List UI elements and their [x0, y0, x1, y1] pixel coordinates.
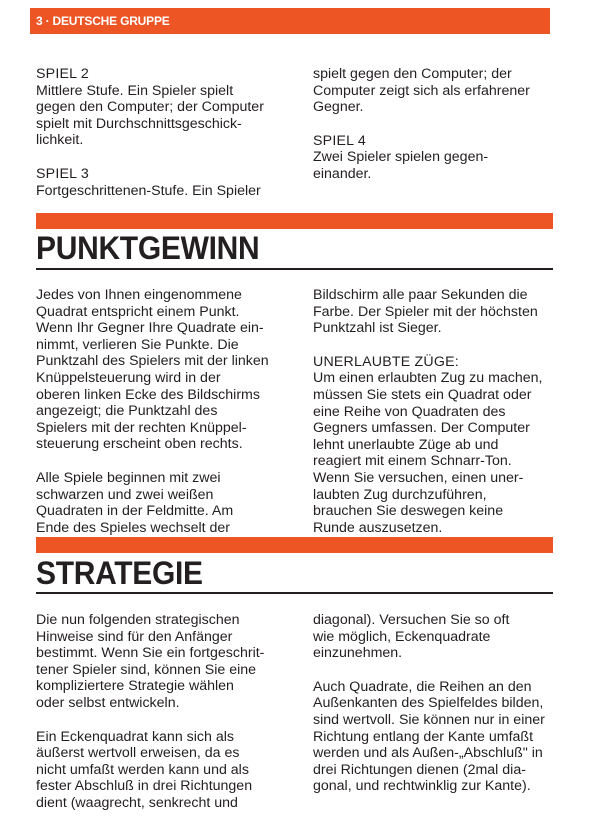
strategie-stripe — [36, 537, 553, 553]
spiel3-text-continued — [313, 66, 558, 116]
levels-right-column — [313, 66, 558, 183]
text-line: brauchen Sie deswegen keine — [313, 503, 504, 520]
text-line: sind wertvoll. Sie können nur in einer — [313, 711, 545, 728]
unerlaubte-zuege-text — [313, 370, 558, 536]
text-line: fester Abschluß in drei Richtungen — [36, 778, 253, 795]
text-line: Wenn Sie versuchen, einen uner- — [313, 469, 524, 486]
punktgewinn-right-paragraph-1 — [313, 287, 558, 337]
punktgewinn-right-column — [313, 287, 558, 536]
text-line: Gegners umfassen. Der Computer — [313, 420, 530, 437]
strategie-right-paragraph-1 — [313, 612, 558, 662]
text-line: gonal, und rechtwinklig zur Kante). — [313, 778, 531, 795]
text-line: Punktzahl des Spielers mit der linken — [36, 353, 269, 370]
text-line: Gegner. — [313, 99, 364, 116]
levels-left-column — [36, 66, 281, 199]
spiel2-text — [36, 83, 281, 149]
punktgewinn-title: PUNKTGEWINN — [36, 231, 260, 267]
text-line: lehnt unerlaubte Züge ab und — [313, 436, 499, 453]
strategie-rule — [36, 592, 553, 594]
punktgewinn-left-paragraph-1 — [36, 287, 281, 453]
text-line: oberen linken Ecke des Bildschirms — [36, 386, 260, 403]
spiel2-heading: SPIEL 2 — [36, 66, 89, 82]
text-line: Spielers mit der rechten Knüppel- — [36, 419, 247, 436]
text-line: Richtung entlang der Kante umfaßt — [313, 728, 534, 745]
text-line: eine Reihe von Quadraten des — [313, 403, 506, 420]
text-line: reagiert mit einem Schnarr-Ton. — [313, 453, 512, 470]
text-line: Quadrat entspricht einem Punkt. — [36, 303, 240, 320]
text-line: Außenkanten des Spielfeldes bilden, — [313, 695, 544, 712]
text-line: Punktzahl ist Sieger. — [313, 320, 442, 337]
text-line: einzunehmen. — [313, 645, 403, 662]
text-line: spielt mit Durchschnittsgeschick- — [36, 115, 242, 132]
text-line: gegen den Computer; der Computer — [36, 99, 264, 116]
strategie-right-paragraph-2 — [313, 679, 558, 795]
text-line: einander. — [313, 165, 372, 182]
strategie-title: STRATEGIE — [36, 556, 203, 592]
text-line: dient (waagrecht, senkrecht und — [36, 794, 238, 811]
spiel4-text — [313, 149, 558, 182]
text-line: Um einen erlaubten Zug zu machen, — [313, 370, 543, 387]
unerlaubte-zuege-heading: UNERLAUBTE ZÜGE: — [313, 353, 459, 370]
text-line: Fortgeschrittenen-Stufe. Ein Spieler — [36, 182, 261, 199]
text-line: Alle Spiele beginnen mit zwei — [36, 469, 221, 486]
punktgewinn-rule — [36, 268, 553, 270]
text-line: Auch Quadrate, die Reihen an den — [313, 678, 532, 695]
spiel4-heading: SPIEL 4 — [313, 132, 366, 149]
text-line: Ein Eckenquadrat kann sich als — [36, 728, 234, 745]
text-line: Knüppelsteuerung wird in der — [36, 369, 221, 386]
text-line: laubten Zug durchzuführen, — [313, 486, 487, 503]
text-line: müssen Sie stets ein Quadrat oder — [313, 386, 532, 403]
text-line: oder selbst entwickeln. — [36, 694, 180, 711]
page-header-bar — [30, 8, 550, 34]
text-line: angezeigt; die Punktzahl des — [36, 403, 218, 420]
text-line: Jedes von Ihnen eingenommene — [36, 287, 242, 303]
spiel3-text — [36, 183, 281, 200]
punktgewinn-left-column — [36, 287, 281, 536]
text-line: schwarzen und zwei weißen — [36, 486, 214, 503]
text-line: äußerst wertvoll erweisen, da es — [36, 745, 240, 762]
text-line: Bildschirm alle paar Sekunden die — [313, 287, 528, 303]
text-line: Computer zeigt sich als erfahrener — [313, 82, 530, 99]
text-line: Die nun folgenden strategischen — [36, 612, 240, 628]
text-line: Hinweise sind für den Anfänger — [36, 628, 233, 645]
text-line: nimmt, verlieren Sie Punkte. Die — [36, 336, 239, 353]
strategie-left-column — [36, 612, 281, 812]
strategie-left-paragraph-1 — [36, 612, 281, 712]
text-line: wie möglich, Eckenquadrate — [313, 628, 491, 645]
text-line: steuerung erscheint oben rechts. — [36, 436, 243, 453]
text-line: spielt gegen den Computer; der — [313, 66, 512, 82]
text-line: tener Spieler sind, können Sie eine — [36, 661, 257, 678]
text-line: Quadraten in der Feldmitte. Am — [36, 503, 234, 520]
text-line: werden und als Außen-„Abschluß" in — [313, 745, 543, 762]
strategie-left-paragraph-2 — [36, 729, 281, 812]
punktgewinn-left-paragraph-2 — [36, 470, 281, 536]
punktgewinn-stripe — [36, 213, 553, 229]
text-line: Mittlere Stufe. Ein Spieler spielt — [36, 82, 234, 99]
text-line: Zwei Spieler spielen gegen- — [313, 149, 489, 166]
page-header-label: 3 · DEUTSCHE GRUPPE — [36, 14, 170, 28]
text-line: Runde auszusetzen. — [313, 519, 443, 536]
strategie-right-column — [313, 612, 558, 795]
text-line: bestimmt. Wenn Sie ein fortgeschrit- — [36, 645, 265, 662]
spiel3-heading: SPIEL 3 — [36, 165, 89, 182]
text-line: drei Richtungen dienen (2mal dia- — [313, 761, 526, 778]
text-line: kompliziertere Strategie wählen — [36, 678, 234, 695]
text-line: lichkeit. — [36, 132, 84, 149]
text-line: nicht umfaßt werden kann und als — [36, 761, 249, 778]
text-line: Farbe. Der Spieler mit der höchsten — [313, 303, 538, 320]
text-line: Wenn Ihr Gegner Ihre Quadrate ein- — [36, 320, 264, 337]
text-line: Ende des Spieles wechselt der — [36, 519, 231, 536]
text-line: diagonal). Versuchen Sie so oft — [313, 612, 510, 628]
